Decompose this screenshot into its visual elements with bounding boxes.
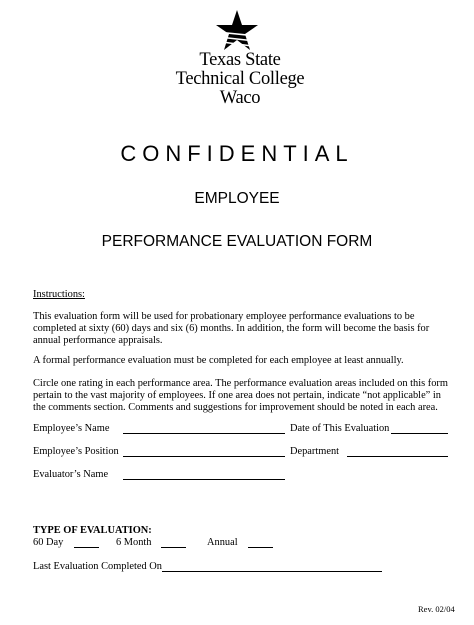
revision-note: Rev. 02/04: [418, 604, 455, 614]
employee-name-label: Employee’s Name: [33, 423, 110, 434]
last-evaluation-label: Last Evaluation Completed On: [33, 561, 162, 572]
6-month-field[interactable]: [161, 547, 186, 548]
star-icon: [213, 10, 261, 54]
date-of-evaluation-field[interactable]: [391, 433, 448, 434]
instructions-paragraph-1: This evaluation form will be used for probationary employee performance evaluations to be completed at sixty (60) days and six (6) months. In addition, the form will become the basis for annual performance appraisals.: [33, 311, 430, 346]
department-field[interactable]: [347, 456, 448, 457]
employee-position-label: Employee’s Position: [33, 446, 119, 457]
evaluator-name-field[interactable]: [123, 479, 285, 480]
annual-label: Annual: [207, 537, 238, 548]
logo-line-1: Texas State: [199, 50, 281, 70]
6-month-label: 6 Month: [116, 537, 152, 548]
60-day-field[interactable]: [74, 547, 99, 548]
employee-name-field[interactable]: [123, 433, 285, 434]
department-label: Department: [290, 446, 340, 457]
instructions-heading: Instructions:: [33, 289, 85, 300]
college-logo: [0, 8, 474, 108]
evaluator-name-label: Evaluator’s Name: [33, 469, 109, 480]
last-evaluation-field[interactable]: [162, 571, 382, 572]
type-of-evaluation-heading: TYPE OF EVALUATION:: [33, 525, 152, 536]
form-title: PERFORMANCE EVALUATION FORM: [101, 233, 373, 250]
logo-line-2: Technical College: [175, 69, 305, 89]
instructions-paragraph-3: Circle one rating in each performance area. The performance evaluation areas included on this form pertain to the vast majority of employees. If one area does not pertain, indicate “not applicable” in the comments section. Comments and suggestions for improvement should be noted in each area.: [33, 378, 448, 413]
date-of-evaluation-label: Date of This Evaluation: [290, 423, 390, 434]
employee-position-field[interactable]: [123, 456, 285, 457]
confidential-heading: CONFIDENTIAL: [120, 141, 354, 166]
annual-field[interactable]: [248, 547, 273, 548]
employee-heading: EMPLOYEE: [194, 190, 280, 207]
instructions-paragraph-2: A formal performance evaluation must be completed for each employee at least annually.: [33, 355, 404, 366]
logo-line-3: Waco: [219, 88, 261, 108]
60-day-label: 60 Day: [33, 537, 64, 548]
